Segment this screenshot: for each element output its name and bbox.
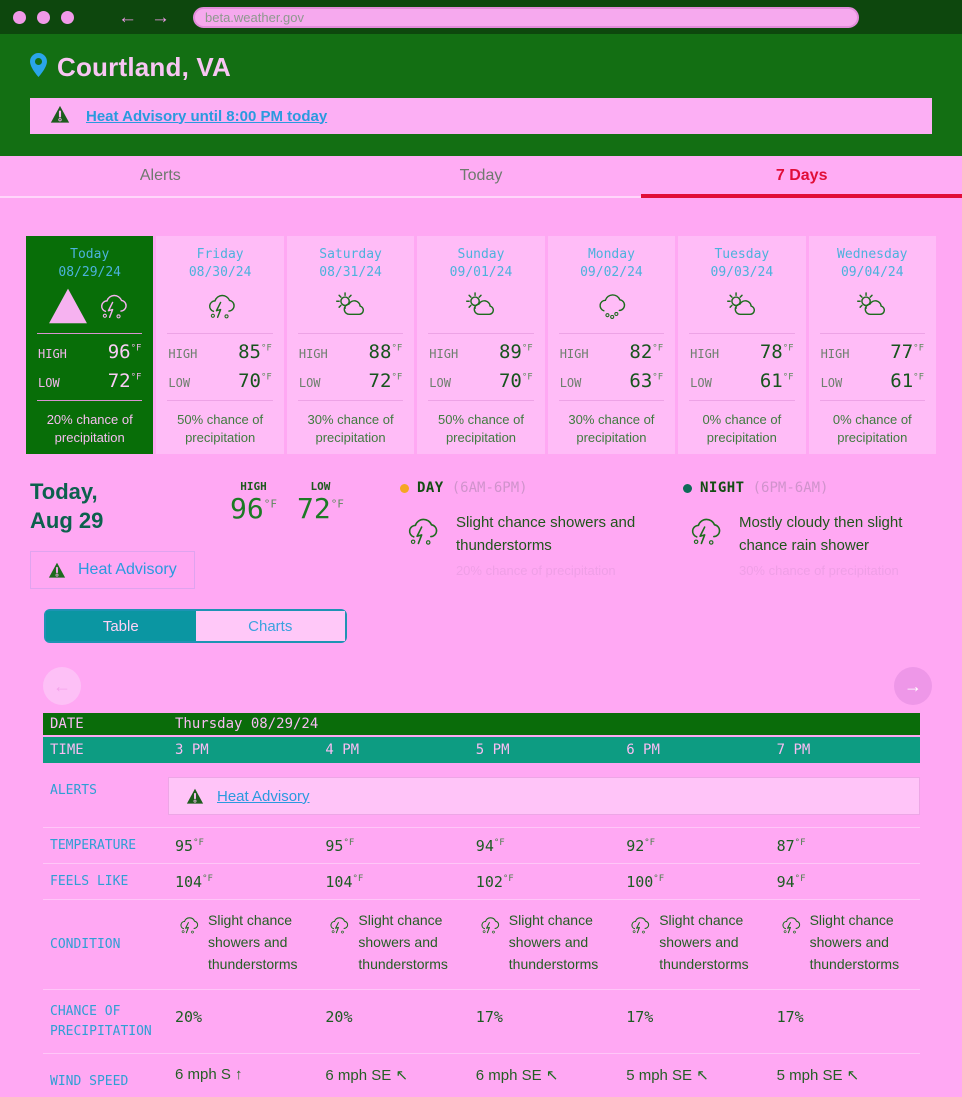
night-dot-icon bbox=[683, 484, 692, 493]
warning-triangle-icon bbox=[186, 788, 204, 804]
today-high: HIGH $96^{^\circ F}$ bbox=[230, 480, 277, 526]
chance-cell: 20% bbox=[325, 1008, 353, 1027]
high-value: $78^{^\circ F}$ bbox=[759, 341, 794, 364]
browser-forward-button[interactable]: → bbox=[151, 6, 170, 28]
heat-advisory-button[interactable]: Heat Advisory bbox=[30, 551, 195, 589]
sun-cloud-icon bbox=[723, 287, 761, 330]
time-cell: 3 PM bbox=[175, 742, 209, 759]
hourly-forecast-table bbox=[43, 713, 920, 1097]
high-label: HIGH bbox=[559, 347, 589, 362]
arrow-right-icon: → bbox=[904, 675, 922, 696]
card-day: Friday bbox=[196, 247, 244, 262]
high-label: HIGH bbox=[38, 347, 67, 362]
thunderstorm-icon bbox=[93, 287, 131, 330]
card-date: 09/03/24 bbox=[710, 264, 774, 280]
next-page-button[interactable] bbox=[894, 667, 932, 705]
forecast-card-strip bbox=[26, 236, 936, 454]
charts-view-button[interactable]: Charts bbox=[196, 611, 346, 641]
window-close-button[interactable] bbox=[13, 11, 26, 24]
condition-cell: Slight chance showers and thunderstorms bbox=[318, 910, 468, 975]
thunderstorm-icon bbox=[476, 912, 502, 938]
wind-cell: 6 mph SE ↖ bbox=[325, 1067, 409, 1085]
wind-cell: 5 mph SE ↖ bbox=[626, 1067, 709, 1085]
wind-cell: 5 mph SE ↖ bbox=[776, 1067, 860, 1085]
card-day: Sunday bbox=[457, 247, 505, 262]
thunderstorm-icon bbox=[683, 510, 725, 557]
wind-speed-row: WIND SPEED 6 mph S ↑ 6 mph SE ↖ 6 mph SE ↖ 5 mph SE ↖ 5 mph SE ↖ bbox=[43, 1053, 920, 1097]
today-summary bbox=[30, 478, 932, 589]
low-label: LOW bbox=[820, 376, 843, 391]
site-header bbox=[0, 34, 962, 156]
card-precip: 50% chance of precipitation bbox=[177, 412, 264, 445]
time-cell: 6 PM bbox=[626, 742, 660, 759]
day-dot-icon bbox=[400, 484, 409, 493]
condition-row: CONDITION Slight chance showers and thunderstorms Slight chance showers and thunderstorms Slight chance showers and thunderstorms Slight chance showers and thunderstorms Slight chance showers and thunderstorms bbox=[43, 899, 920, 989]
sun-cloud-icon bbox=[332, 287, 370, 330]
low-value: $72^{^\circ F}$ bbox=[368, 370, 403, 393]
time-cell: 7 PM bbox=[776, 742, 811, 759]
card-precip: 30% chance of precipitation bbox=[307, 412, 394, 445]
heat-advisory-link[interactable]: Heat Advisory bbox=[217, 787, 310, 805]
high-label: HIGH bbox=[429, 347, 459, 362]
date-row bbox=[43, 713, 920, 737]
thunderstorm-icon bbox=[325, 912, 351, 938]
rain-cloud-icon bbox=[592, 287, 630, 330]
high-label: HIGH bbox=[168, 347, 198, 362]
table-pager bbox=[43, 667, 932, 705]
card-precip: 30% chance of precipitation bbox=[568, 412, 655, 445]
warning-triangle-icon bbox=[48, 562, 66, 578]
forecast-card-wednesday[interactable] bbox=[809, 236, 936, 454]
arrow-left-icon: ← bbox=[53, 675, 71, 696]
night-description: Mostly cloudy then slight chance rain shower bbox=[738, 514, 903, 554]
high-value: $88^{^\circ F}$ bbox=[368, 341, 403, 364]
condition-cell: Slight chance showers and thunderstorms bbox=[168, 910, 318, 975]
window-minimize-button[interactable] bbox=[37, 11, 50, 24]
card-date: 09/01/24 bbox=[449, 264, 513, 280]
alert-box[interactable] bbox=[168, 777, 920, 815]
feels-like-cell: $104^{^\circ F}$ bbox=[175, 872, 213, 891]
night-precip: 30% chance of precipitation bbox=[738, 563, 899, 579]
temperature-cell: $92^{^\circ F}$ bbox=[626, 836, 656, 855]
chance-cell: 17% bbox=[626, 1008, 654, 1027]
day-period: DAY (6AM-6PM) Slight chance showers and thunderstorms 20% chance of precipitation bbox=[400, 478, 649, 589]
window-controls bbox=[13, 11, 74, 24]
wind-direction-arrow-icon: ↖ bbox=[846, 1067, 860, 1085]
night-period: NIGHT (6PM-6AM) Mostly cloudy then slight chance rain shower 30% chance of precipitation bbox=[683, 478, 932, 589]
day-precip: 20% chance of precipitation bbox=[455, 563, 616, 579]
low-value: $61^{^\circ F}$ bbox=[890, 370, 924, 393]
address-bar-url: beta.weather.gov bbox=[205, 9, 305, 25]
thunderstorm-icon bbox=[175, 912, 201, 938]
low-value: $63^{^\circ F}$ bbox=[629, 370, 664, 393]
thunderstorm-icon bbox=[400, 510, 442, 557]
card-precip: 0% chance of precipitation bbox=[832, 412, 912, 445]
feels-like-cell: $100^{^\circ F}$ bbox=[626, 872, 665, 891]
high-label: HIGH bbox=[820, 347, 850, 362]
card-precip: 50% chance of precipitation bbox=[437, 412, 524, 445]
table-view-button[interactable]: Table bbox=[46, 611, 196, 641]
low-value: $70^{^\circ F}$ bbox=[498, 370, 533, 393]
low-value: $70^{^\circ F}$ bbox=[238, 370, 272, 393]
forecast-card-friday[interactable] bbox=[156, 236, 283, 454]
alert-banner[interactable] bbox=[30, 98, 932, 134]
window-maximize-button[interactable] bbox=[61, 11, 74, 24]
low-label: LOW bbox=[559, 376, 582, 391]
view-toggle bbox=[44, 609, 347, 643]
card-date: 08/30/24 bbox=[188, 264, 252, 280]
warning-triangle-icon bbox=[49, 287, 87, 330]
address-bar[interactable] bbox=[193, 7, 859, 28]
location-pin-icon bbox=[30, 53, 47, 82]
thunderstorm-icon bbox=[201, 287, 239, 330]
card-day: Wednesday bbox=[837, 247, 908, 262]
tab-bar bbox=[0, 156, 962, 198]
today-low: LOW $72^{^\circ F}$ bbox=[296, 480, 344, 526]
alerts-row-label: ALERTS bbox=[50, 783, 97, 799]
date-row-value: Thursday 08/29/24 bbox=[175, 716, 319, 733]
high-value: $82^{^\circ F}$ bbox=[629, 341, 664, 364]
chance-cell: 17% bbox=[475, 1008, 503, 1027]
time-cell: 4 PM bbox=[325, 742, 360, 759]
high-value: $96^{^\circ F}$ bbox=[107, 341, 142, 364]
temperature-cell: $95^{^\circ F}$ bbox=[325, 836, 355, 855]
temperature-cell: $94^{^\circ F}$ bbox=[475, 836, 505, 855]
card-date: 09/04/24 bbox=[840, 264, 904, 280]
high-label: HIGH bbox=[690, 347, 720, 362]
time-cell: 5 PM bbox=[475, 742, 510, 759]
low-label: LOW bbox=[429, 376, 451, 391]
tab-7-days[interactable]: 7 Days bbox=[641, 156, 962, 196]
card-day: Saturday bbox=[319, 247, 382, 262]
low-value: $72^{^\circ F}$ bbox=[107, 370, 142, 393]
forecast-card-tuesday[interactable] bbox=[678, 236, 805, 454]
alert-banner-link[interactable]: Heat Advisory until 8:00 PM today bbox=[86, 107, 328, 125]
high-value: $89^{^\circ F}$ bbox=[498, 341, 533, 364]
high-value: $77^{^\circ F}$ bbox=[890, 341, 924, 364]
chance-cell: 20% bbox=[175, 1008, 203, 1027]
condition-cell: Slight chance showers and thunderstorms bbox=[619, 910, 769, 975]
card-date: 08/29/24 bbox=[58, 264, 122, 280]
forecast-card-saturday[interactable] bbox=[287, 236, 414, 454]
forecast-card-sunday[interactable] bbox=[417, 236, 544, 454]
condition-cell: Slight chance showers and thunderstorms bbox=[770, 910, 920, 975]
low-label: LOW bbox=[168, 376, 191, 391]
card-date: 09/02/24 bbox=[580, 264, 643, 280]
time-row bbox=[43, 737, 920, 763]
sun-cloud-icon bbox=[853, 287, 891, 330]
page-title: Courtland, VA bbox=[57, 52, 231, 82]
card-precip: 0% chance of precipitation bbox=[702, 412, 782, 445]
tab-alerts[interactable]: Alerts bbox=[139, 167, 181, 184]
feels-like-row: FEELS LIKE $104^{^\circ F}$ $104^{^\circ F}$ $102^{^\circ F}$ $100^{^\circ F}$ $94^{^\circ F}$ bbox=[43, 863, 920, 899]
forecast-card-today[interactable] bbox=[26, 236, 153, 454]
thunderstorm-icon bbox=[777, 912, 803, 938]
temperature-cell: $95^{^\circ F}$ bbox=[175, 836, 204, 855]
wind-direction-arrow-icon: ↖ bbox=[395, 1067, 409, 1085]
alerts-row bbox=[43, 763, 920, 827]
low-value: $61^{^\circ F}$ bbox=[759, 370, 794, 393]
day-description: Slight chance showers and thunderstorms bbox=[455, 514, 636, 554]
card-day: Monday bbox=[587, 247, 635, 262]
feels-like-cell: $104^{^\circ F}$ bbox=[325, 872, 364, 891]
wind-direction-arrow-icon: ↖ bbox=[696, 1067, 709, 1085]
date-row-label: DATE bbox=[50, 716, 84, 733]
card-date: 08/31/24 bbox=[319, 264, 382, 280]
feels-like-cell: $102^{^\circ F}$ bbox=[475, 872, 514, 891]
wind-cell: 6 mph SE ↖ bbox=[475, 1067, 559, 1085]
card-day: Tuesday bbox=[714, 247, 770, 262]
today-heading: Today, Aug 29 bbox=[30, 479, 104, 533]
temperature-row: TEMPERATURE $95^{^\circ F}$ $95^{^\circ F}$ $94^{^\circ F}$ $92^{^\circ F}$ $87^{^\circ F}$ bbox=[43, 827, 920, 863]
low-label: LOW bbox=[38, 376, 60, 391]
wind-cell: 6 mph S ↑ bbox=[175, 1066, 243, 1084]
low-label: LOW bbox=[298, 376, 321, 391]
sun-cloud-icon bbox=[462, 287, 500, 330]
temperature-cell: $87^{^\circ F}$ bbox=[776, 836, 806, 855]
warning-triangle-icon bbox=[50, 105, 70, 128]
chance-cell: 17% bbox=[776, 1008, 804, 1027]
low-label: LOW bbox=[690, 376, 712, 391]
chance-of-precipitation-row: CHANCE OF PRECIPITATION 20% 20% 17% 17% 17% bbox=[43, 989, 920, 1053]
card-precip: 20% chance of precipitation bbox=[46, 412, 133, 445]
wind-direction-arrow-icon: ↑ bbox=[235, 1066, 243, 1084]
thunderstorm-icon bbox=[626, 912, 652, 938]
high-value: $85^{^\circ F}$ bbox=[238, 341, 272, 364]
forecast-card-monday[interactable] bbox=[548, 236, 675, 454]
wind-direction-arrow-icon: ↖ bbox=[545, 1067, 559, 1085]
tab-today[interactable]: Today bbox=[459, 167, 503, 184]
browser-back-button[interactable]: ← bbox=[118, 6, 137, 28]
time-row-label: TIME bbox=[50, 742, 84, 759]
condition-cell: Slight chance showers and thunderstorms bbox=[469, 910, 619, 975]
high-label: HIGH bbox=[298, 347, 328, 362]
feels-like-cell: $94^{^\circ F}$ bbox=[776, 872, 806, 891]
card-day: Today bbox=[70, 247, 110, 262]
previous-page-button[interactable] bbox=[43, 667, 81, 705]
browser-chrome bbox=[0, 0, 962, 34]
